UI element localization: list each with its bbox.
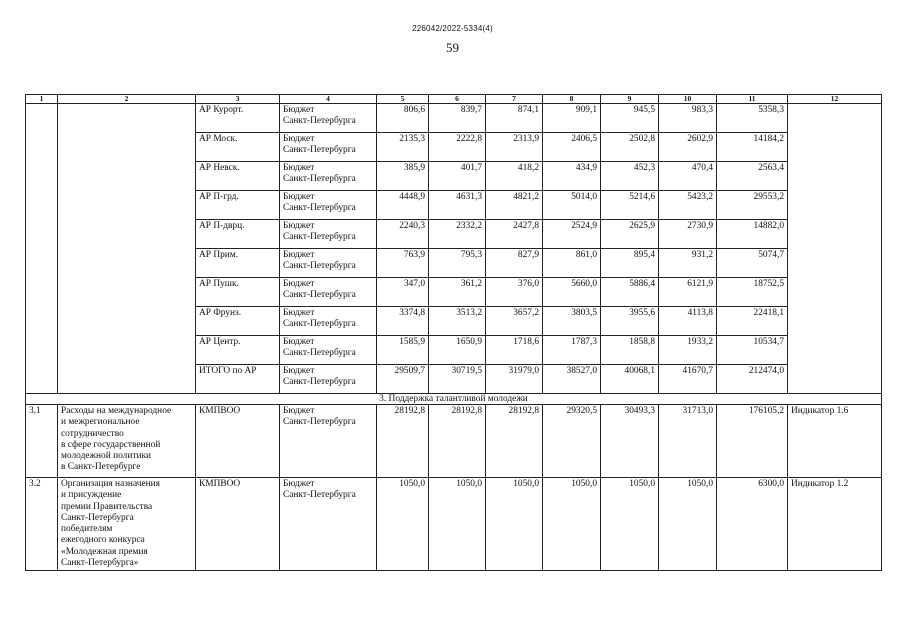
value-cell: 4821,2 xyxy=(486,191,543,220)
text-line: молодежной политики xyxy=(61,451,152,462)
value-cell: 2625,9 xyxy=(601,220,659,249)
value-cell: 5358,3 xyxy=(717,104,788,133)
value-cell: 30719,5 xyxy=(429,365,486,394)
value-cell: 2730,9 xyxy=(659,220,717,249)
item-number: 3.1 xyxy=(26,405,58,478)
blank-cell xyxy=(26,104,58,394)
value-cell: 861,0 xyxy=(543,249,601,278)
value-cell: 385,9 xyxy=(377,162,429,191)
value-cell: 14184,2 xyxy=(717,133,788,162)
text-line: «Молодежная премия xyxy=(61,546,148,557)
value-cell: 29553,2 xyxy=(717,191,788,220)
column-number: 9 xyxy=(601,95,659,104)
text-line: Бюджет xyxy=(283,163,315,173)
district-label: ИТОГО по АР xyxy=(196,365,280,394)
district-label: АР Фрунз. xyxy=(196,307,280,336)
text-line: Бюджет xyxy=(283,250,315,260)
text-line: Санкт-Петербурга xyxy=(283,377,356,388)
value-cell: 945,5 xyxy=(601,104,659,133)
column-number: 7 xyxy=(486,95,543,104)
value-cell: 18752,5 xyxy=(717,278,788,307)
value-cell: 2602,9 xyxy=(659,133,717,162)
value-cell: 2222,8 xyxy=(429,133,486,162)
text-line: Бюджет xyxy=(283,192,315,202)
value-cell: 4113,8 xyxy=(659,307,717,336)
text-line: сотрудничество xyxy=(61,428,124,439)
executor: КМПВОО xyxy=(196,478,280,571)
value-cell: 4448,9 xyxy=(377,191,429,220)
value-cell: 29320,5 xyxy=(543,405,601,478)
text-line: Бюджет xyxy=(283,337,315,347)
text-line: Бюджет xyxy=(283,308,315,318)
text-line: Расходы на международное xyxy=(61,406,172,416)
funding-source xyxy=(280,278,377,307)
funding-source xyxy=(280,365,377,394)
text-line: в сфере государственной xyxy=(61,439,161,450)
text-line: в Санкт-Петербурге xyxy=(61,462,141,473)
value-cell: 31713,0 xyxy=(659,405,717,478)
text-line: Санкт-Петербурга xyxy=(283,174,356,185)
district-label: АР П-грд. xyxy=(196,191,280,220)
text-line: Бюджет xyxy=(283,406,315,416)
column-number: 10 xyxy=(659,95,717,104)
value-cell: 2427,8 xyxy=(486,220,543,249)
value-cell: 1787,3 xyxy=(543,336,601,365)
value-cell: 38527,0 xyxy=(543,365,601,394)
section-row xyxy=(26,394,882,405)
value-cell: 29509,7 xyxy=(377,365,429,394)
value-cell: 1933,2 xyxy=(659,336,717,365)
column-number: 2 xyxy=(58,95,196,104)
column-number-row xyxy=(26,95,882,104)
value-cell: 28192,8 xyxy=(429,405,486,478)
district-label: АР Прим. xyxy=(196,249,280,278)
value-cell: 2563,4 xyxy=(717,162,788,191)
district-label: АР Пушк. xyxy=(196,278,280,307)
value-cell: 4631,3 xyxy=(429,191,486,220)
value-cell: 10534,7 xyxy=(717,336,788,365)
column-number: 1 xyxy=(26,95,58,104)
value-cell: 795,3 xyxy=(429,249,486,278)
value-cell: 1050,0 xyxy=(543,478,601,571)
column-number: 6 xyxy=(429,95,486,104)
value-cell: 931,2 xyxy=(659,249,717,278)
funding-source xyxy=(280,478,377,571)
section-title: 3. Поддержка талантливой молодежи xyxy=(26,394,882,405)
funding-source xyxy=(280,104,377,133)
value-cell: 2240,3 xyxy=(377,220,429,249)
funding-source xyxy=(280,162,377,191)
value-cell: 874,1 xyxy=(486,104,543,133)
value-cell: 5423,2 xyxy=(659,191,717,220)
text-line: Санкт-Петербурга xyxy=(283,232,356,243)
district-label: АР Курорт. xyxy=(196,104,280,133)
value-cell: 1050,0 xyxy=(659,478,717,571)
value-cell: 1050,0 xyxy=(377,478,429,571)
executor: КМПВОО xyxy=(196,405,280,478)
text-line: Бюджет xyxy=(283,279,315,289)
value-cell: 839,7 xyxy=(429,104,486,133)
value-cell: 827,9 xyxy=(486,249,543,278)
text-line: Бюджет xyxy=(283,105,315,115)
value-cell: 418,2 xyxy=(486,162,543,191)
district-label: АР Центр. xyxy=(196,336,280,365)
value-cell: 806,6 xyxy=(377,104,429,133)
value-cell: 1858,8 xyxy=(601,336,659,365)
funding-source xyxy=(280,133,377,162)
value-cell: 3803,5 xyxy=(543,307,601,336)
text-line: Санкт-Петербурга xyxy=(283,348,356,359)
funding-source xyxy=(280,405,377,478)
value-cell: 5074,7 xyxy=(717,249,788,278)
value-cell: 212474,0 xyxy=(717,365,788,394)
text-line: Санкт-Петербурга xyxy=(61,512,134,523)
text-line: Санкт-Петербурга xyxy=(283,261,356,272)
value-cell: 895,4 xyxy=(601,249,659,278)
value-cell: 3955,6 xyxy=(601,307,659,336)
value-cell: 2406,5 xyxy=(543,133,601,162)
value-cell: 1050,0 xyxy=(429,478,486,571)
table-row xyxy=(26,405,882,478)
value-cell: 2332,2 xyxy=(429,220,486,249)
value-cell: 434,9 xyxy=(543,162,601,191)
text-line: Бюджет xyxy=(283,366,315,376)
funding-source xyxy=(280,220,377,249)
text-line: Санкт-Петербурга xyxy=(283,490,356,501)
indicator: Индикатор 1.2 xyxy=(788,478,882,571)
value-cell: 40068,1 xyxy=(601,365,659,394)
table-row xyxy=(26,478,882,571)
value-cell: 31979,0 xyxy=(486,365,543,394)
column-number: 4 xyxy=(280,95,377,104)
funding-source xyxy=(280,191,377,220)
value-cell: 14882,0 xyxy=(717,220,788,249)
value-cell: 28192,8 xyxy=(486,405,543,478)
text-line: Бюджет xyxy=(283,221,315,231)
funding-source xyxy=(280,336,377,365)
text-line: Санкт-Петербурга xyxy=(283,319,356,330)
value-cell: 28192,8 xyxy=(377,405,429,478)
item-number: 3.2 xyxy=(26,478,58,571)
document-id: 226042/2022-5334(4) xyxy=(412,24,493,33)
district-label: АР Невск. xyxy=(196,162,280,191)
text-line: Бюджет xyxy=(283,134,315,144)
value-cell: 22418,1 xyxy=(717,307,788,336)
text-line: ежегодного конкурса xyxy=(61,535,145,546)
text-line: Санкт-Петербурга xyxy=(283,116,356,127)
value-cell: 983,3 xyxy=(659,104,717,133)
text-line: премии Правительства xyxy=(61,501,153,512)
table-row xyxy=(26,104,882,133)
value-cell: 5660,0 xyxy=(543,278,601,307)
value-cell: 376,0 xyxy=(486,278,543,307)
text-line: Санкт-Петербурга xyxy=(283,203,356,214)
funding-source xyxy=(280,249,377,278)
budget-table xyxy=(25,94,882,571)
value-cell: 909,1 xyxy=(543,104,601,133)
value-cell: 3657,2 xyxy=(486,307,543,336)
value-cell: 1650,9 xyxy=(429,336,486,365)
text-line: Санкт-Петербурга xyxy=(283,417,356,428)
value-cell: 452,3 xyxy=(601,162,659,191)
text-line: Организация назначения xyxy=(61,479,160,489)
item-description xyxy=(58,405,196,478)
column-number: 11 xyxy=(717,95,788,104)
value-cell: 2135,3 xyxy=(377,133,429,162)
value-cell: 3513,2 xyxy=(429,307,486,336)
value-cell: 6121,9 xyxy=(659,278,717,307)
value-cell: 30493,3 xyxy=(601,405,659,478)
text-line: и присуждение xyxy=(61,490,122,501)
text-line: Санкт-Петербурга xyxy=(283,145,356,156)
district-label: АР Моск. xyxy=(196,133,280,162)
value-cell: 361,2 xyxy=(429,278,486,307)
value-cell: 1050,0 xyxy=(486,478,543,571)
page-number: 59 xyxy=(446,40,459,55)
item-description xyxy=(58,478,196,571)
value-cell: 6300,0 xyxy=(717,478,788,571)
value-cell: 41670,7 xyxy=(659,365,717,394)
text-line: Санкт-Петербурга xyxy=(283,290,356,301)
column-number: 12 xyxy=(788,95,882,104)
value-cell: 176105,2 xyxy=(717,405,788,478)
value-cell: 470,4 xyxy=(659,162,717,191)
value-cell: 5014,0 xyxy=(543,191,601,220)
blank-cell xyxy=(788,104,882,394)
blank-cell xyxy=(58,104,196,394)
value-cell: 347,0 xyxy=(377,278,429,307)
value-cell: 2502,8 xyxy=(601,133,659,162)
column-number: 5 xyxy=(377,95,429,104)
text-line: Бюджет xyxy=(283,479,315,489)
value-cell: 3374,8 xyxy=(377,307,429,336)
indicator: Индикатор 1.6 xyxy=(788,405,882,478)
text-line: и межрегиональное xyxy=(61,417,140,428)
text-line: победителям xyxy=(61,524,113,535)
column-number: 3 xyxy=(196,95,280,104)
value-cell: 763,9 xyxy=(377,249,429,278)
value-cell: 1050,0 xyxy=(601,478,659,571)
value-cell: 2524,9 xyxy=(543,220,601,249)
value-cell: 1585,9 xyxy=(377,336,429,365)
value-cell: 401,7 xyxy=(429,162,486,191)
value-cell: 2313,9 xyxy=(486,133,543,162)
value-cell: 5886,4 xyxy=(601,278,659,307)
column-number: 8 xyxy=(543,95,601,104)
district-label: АР П-дврц. xyxy=(196,220,280,249)
text-line: Санкт-Петербурга» xyxy=(61,557,139,568)
funding-source xyxy=(280,307,377,336)
value-cell: 1718,6 xyxy=(486,336,543,365)
value-cell: 5214,6 xyxy=(601,191,659,220)
